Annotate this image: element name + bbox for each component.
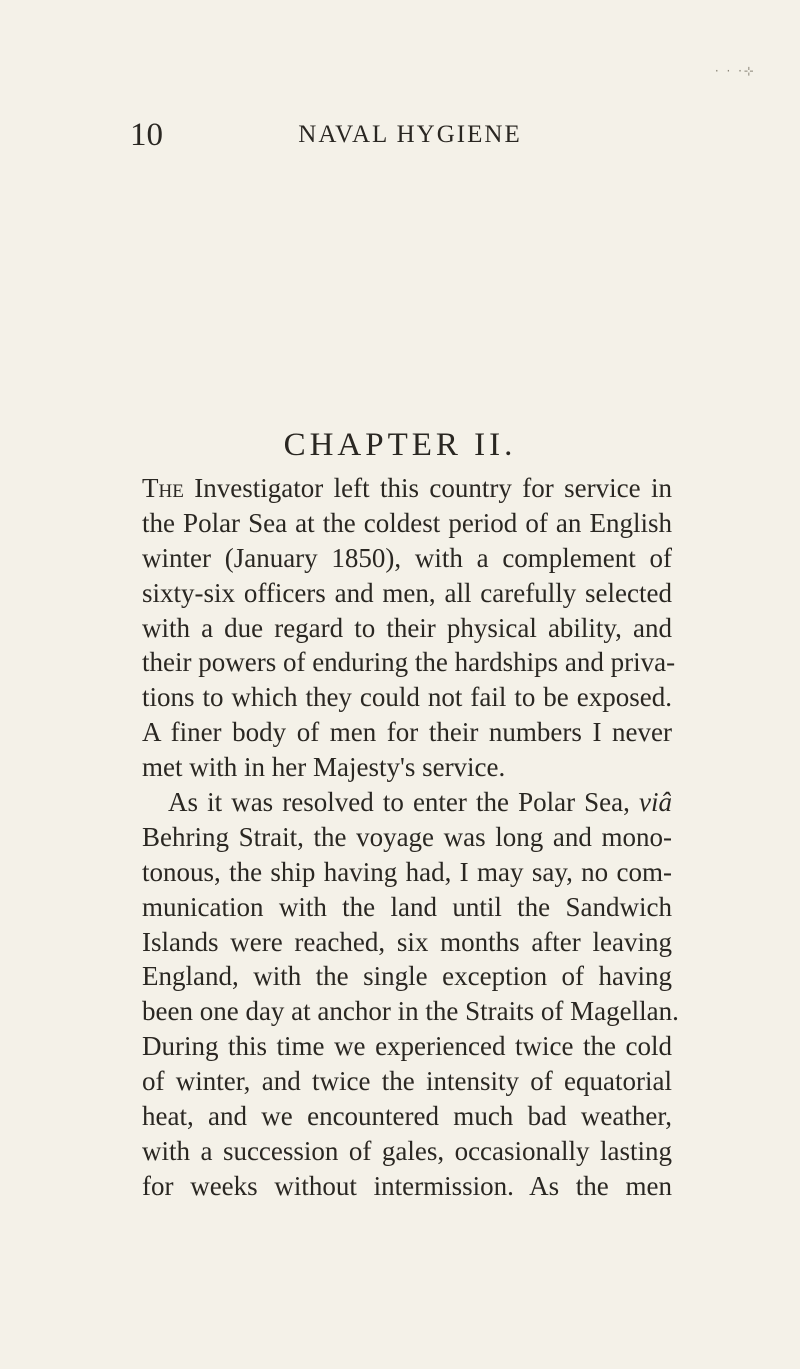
running-title: NAVAL HYGIENE: [298, 121, 522, 148]
text-line: sixty-six officers and men, all carefully selected: [142, 577, 672, 608]
text-line: with a due regard to their physical ability, and: [142, 612, 672, 643]
body-text: [142, 471, 679, 1204]
text-line: been one day at anchor in the Straits of Magellan.: [142, 996, 679, 1027]
text-line: A finer body of men for their numbers I never: [142, 717, 672, 748]
text-line: Islands were reached, six months after leaving: [142, 926, 672, 957]
text-line-start: As it was resolved to enter the Polar Sea,: [168, 787, 639, 818]
text-line: munication with the land until the Sandwich: [142, 891, 672, 922]
paragraph-first-word: The: [142, 473, 184, 503]
text-line: met with in her Majesty's service.: [142, 752, 506, 783]
text-line: of winter, and twice the intensity of equatorial: [142, 1066, 672, 1097]
text-line: for weeks without intermission. As the men: [142, 1170, 672, 1201]
text-line: England, with the single exception of having: [142, 961, 672, 992]
text-line: heat, and we encountered much bad weather,: [142, 1101, 672, 1132]
text-line: [142, 471, 672, 506]
text-line: their powers of enduring the hardships and priva-: [142, 647, 676, 678]
text-line: winter (January 1850), with a complement of: [142, 542, 672, 573]
italic-word: viâ: [639, 787, 672, 818]
running-head: [130, 118, 690, 158]
chapter-heading: CHAPTER II.: [283, 427, 517, 463]
text-line: the Polar Sea at the coldest period of an English: [142, 507, 672, 538]
text-line: [142, 785, 672, 820]
paragraph: [142, 785, 679, 1204]
text-line: Behring Strait, the voyage was long and mono-: [142, 821, 672, 852]
page-number: 10: [130, 117, 163, 153]
text-line: During this time we experienced twice the cold: [142, 1031, 672, 1062]
paragraph: [142, 471, 676, 785]
text-line: tonous, the ship having had, I may say, no com-: [142, 856, 672, 887]
text-line-rest: Investigator left this country for service in: [183, 473, 672, 503]
text-line: tions to which they could not fail to be exposed.: [142, 682, 672, 713]
text-line: with a succession of gales, occasionally lasting: [142, 1135, 672, 1166]
corner-scan-mark: · · ·⊹: [714, 64, 756, 78]
